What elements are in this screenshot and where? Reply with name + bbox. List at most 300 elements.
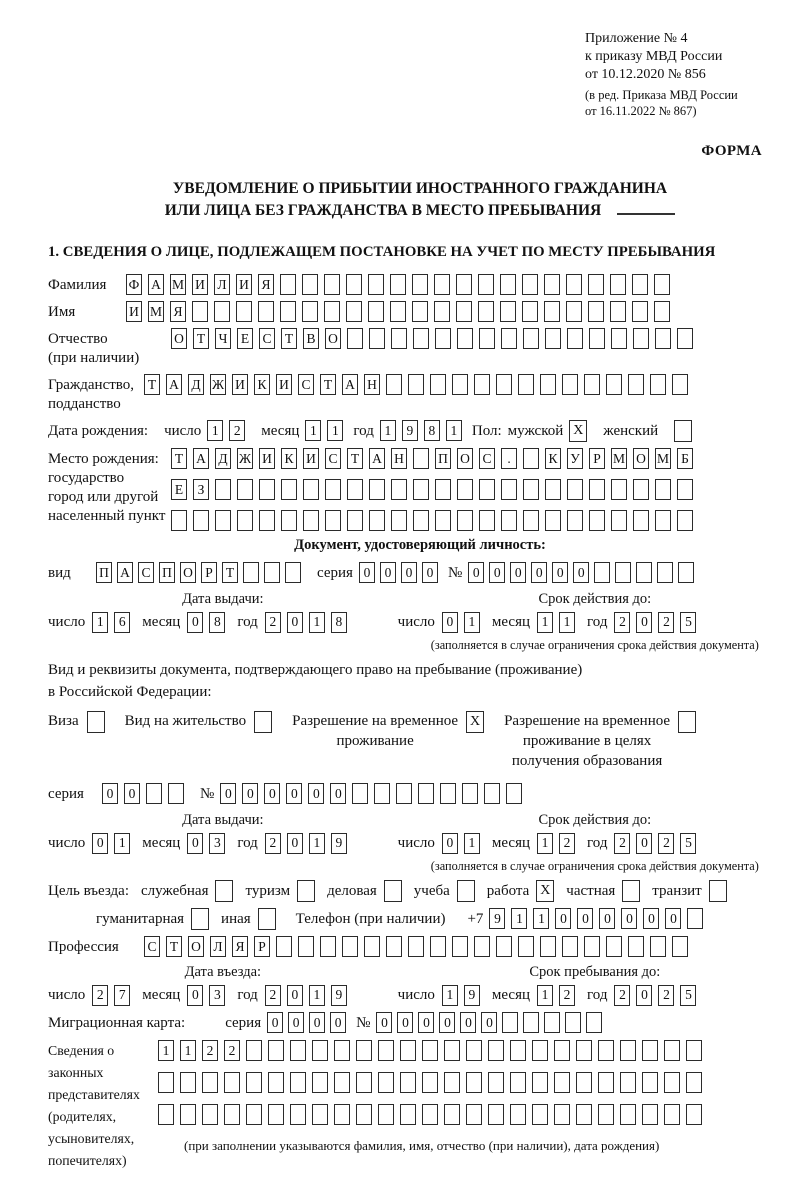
char-cell[interactable]: 0 xyxy=(481,1012,497,1033)
char-cell[interactable] xyxy=(576,1104,592,1125)
char-cell[interactable] xyxy=(390,274,406,295)
char-cell[interactable]: 0 xyxy=(92,833,108,854)
char-cell[interactable] xyxy=(589,510,605,531)
char-cell[interactable]: Т xyxy=(222,562,238,583)
char-cell[interactable]: К xyxy=(254,374,270,395)
char-cell[interactable] xyxy=(413,479,429,500)
char-cell[interactable] xyxy=(544,274,560,295)
char-cell[interactable]: З xyxy=(193,479,209,500)
char-cell[interactable] xyxy=(628,374,644,395)
char-cell[interactable]: 0 xyxy=(187,612,203,633)
char-cell[interactable]: 0 xyxy=(309,1012,325,1033)
char-cell[interactable] xyxy=(598,1072,614,1093)
char-cell[interactable]: 0 xyxy=(401,562,417,583)
char-cell[interactable] xyxy=(369,479,385,500)
char-cell[interactable] xyxy=(236,301,252,322)
char-cell[interactable] xyxy=(444,1040,460,1061)
char-cell[interactable]: 2 xyxy=(658,612,674,633)
char-cell[interactable] xyxy=(246,1040,262,1061)
char-cell[interactable] xyxy=(478,274,494,295)
char-cell[interactable] xyxy=(347,328,363,349)
char-cell[interactable]: 0 xyxy=(442,612,458,633)
char-cell[interactable] xyxy=(324,274,340,295)
char-cell[interactable]: 1 xyxy=(533,908,549,929)
char-cell[interactable]: Ч xyxy=(215,328,231,349)
char-cell[interactable] xyxy=(606,374,622,395)
char-cell[interactable]: 0 xyxy=(288,1012,304,1033)
char-cell[interactable]: 2 xyxy=(265,833,281,854)
char-cell[interactable] xyxy=(290,1072,306,1093)
purpose-work-checkbox[interactable]: X xyxy=(536,880,554,902)
char-cell[interactable] xyxy=(303,479,319,500)
purpose-other-checkbox[interactable] xyxy=(258,908,276,930)
char-cell[interactable]: 1 xyxy=(537,612,553,633)
char-cell[interactable] xyxy=(224,1104,240,1125)
char-cell[interactable]: 0 xyxy=(330,783,346,804)
char-cell[interactable]: 2 xyxy=(224,1040,240,1061)
char-cell[interactable]: 0 xyxy=(643,908,659,929)
char-cell[interactable]: 0 xyxy=(636,985,652,1006)
char-cell[interactable]: 0 xyxy=(621,908,637,929)
char-cell[interactable] xyxy=(312,1072,328,1093)
char-cell[interactable] xyxy=(369,510,385,531)
char-cell[interactable]: 2 xyxy=(92,985,108,1006)
char-cell[interactable] xyxy=(496,374,512,395)
char-cell[interactable] xyxy=(352,783,368,804)
char-cell[interactable] xyxy=(484,783,500,804)
char-cell[interactable] xyxy=(500,301,516,322)
char-cell[interactable]: О xyxy=(457,448,473,469)
char-cell[interactable]: 0 xyxy=(187,985,203,1006)
char-cell[interactable] xyxy=(474,936,490,957)
char-cell[interactable]: 0 xyxy=(330,1012,346,1033)
temp-permit-checkbox[interactable]: X xyxy=(466,711,484,733)
char-cell[interactable] xyxy=(594,562,610,583)
purpose-private-checkbox[interactable] xyxy=(622,880,640,902)
char-cell[interactable] xyxy=(422,1104,438,1125)
char-cell[interactable]: 1 xyxy=(442,985,458,1006)
edu-permit-checkbox[interactable] xyxy=(678,711,696,733)
char-cell[interactable]: М xyxy=(170,274,186,295)
char-cell[interactable] xyxy=(532,1072,548,1093)
char-cell[interactable] xyxy=(303,510,319,531)
char-cell[interactable]: 0 xyxy=(468,562,484,583)
char-cell[interactable]: Т xyxy=(144,374,160,395)
char-cell[interactable] xyxy=(567,479,583,500)
char-cell[interactable]: 0 xyxy=(267,1012,283,1033)
char-cell[interactable]: О xyxy=(188,936,204,957)
char-cell[interactable] xyxy=(655,328,671,349)
char-cell[interactable] xyxy=(567,510,583,531)
purpose-tourism-checkbox[interactable] xyxy=(297,880,315,902)
char-cell[interactable]: Я xyxy=(258,274,274,295)
char-cell[interactable] xyxy=(457,479,473,500)
char-cell[interactable] xyxy=(422,1072,438,1093)
char-cell[interactable]: 2 xyxy=(559,985,575,1006)
char-cell[interactable] xyxy=(642,1104,658,1125)
char-cell[interactable] xyxy=(610,301,626,322)
char-cell[interactable] xyxy=(171,510,187,531)
char-cell[interactable]: 3 xyxy=(209,985,225,1006)
char-cell[interactable]: 1 xyxy=(559,612,575,633)
char-cell[interactable] xyxy=(312,1104,328,1125)
char-cell[interactable] xyxy=(418,783,434,804)
char-cell[interactable] xyxy=(456,301,472,322)
char-cell[interactable] xyxy=(408,936,424,957)
char-cell[interactable] xyxy=(611,479,627,500)
char-cell[interactable]: 1 xyxy=(446,420,462,441)
char-cell[interactable] xyxy=(544,1012,560,1033)
char-cell[interactable]: И xyxy=(192,274,208,295)
purpose-humanitarian-checkbox[interactable] xyxy=(191,908,209,930)
char-cell[interactable] xyxy=(400,1040,416,1061)
char-cell[interactable]: 0 xyxy=(124,783,140,804)
char-cell[interactable] xyxy=(215,479,231,500)
char-cell[interactable] xyxy=(672,374,688,395)
char-cell[interactable] xyxy=(369,328,385,349)
char-cell[interactable]: 2 xyxy=(559,833,575,854)
char-cell[interactable]: С xyxy=(479,448,495,469)
char-cell[interactable]: 0 xyxy=(555,908,571,929)
char-cell[interactable]: А xyxy=(342,374,358,395)
char-cell[interactable] xyxy=(523,1012,539,1033)
char-cell[interactable] xyxy=(650,936,666,957)
char-cell[interactable] xyxy=(632,301,648,322)
char-cell[interactable]: С xyxy=(144,936,160,957)
char-cell[interactable]: 2 xyxy=(614,985,630,1006)
char-cell[interactable]: Ф xyxy=(126,274,142,295)
char-cell[interactable] xyxy=(456,274,472,295)
char-cell[interactable]: Т xyxy=(320,374,336,395)
char-cell[interactable] xyxy=(422,1040,438,1061)
char-cell[interactable] xyxy=(686,1072,702,1093)
char-cell[interactable] xyxy=(342,936,358,957)
char-cell[interactable]: 9 xyxy=(464,985,480,1006)
char-cell[interactable] xyxy=(237,479,253,500)
char-cell[interactable] xyxy=(657,562,673,583)
char-cell[interactable] xyxy=(325,479,341,500)
char-cell[interactable] xyxy=(510,1072,526,1093)
char-cell[interactable]: 0 xyxy=(242,783,258,804)
char-cell[interactable]: 0 xyxy=(220,783,236,804)
char-cell[interactable]: 2 xyxy=(265,612,281,633)
char-cell[interactable]: О xyxy=(171,328,187,349)
char-cell[interactable]: М xyxy=(611,448,627,469)
char-cell[interactable] xyxy=(386,374,402,395)
char-cell[interactable] xyxy=(664,1040,680,1061)
char-cell[interactable]: 9 xyxy=(331,985,347,1006)
char-cell[interactable]: 0 xyxy=(287,985,303,1006)
char-cell[interactable]: 0 xyxy=(510,562,526,583)
char-cell[interactable] xyxy=(654,274,670,295)
char-cell[interactable]: Л xyxy=(210,936,226,957)
char-cell[interactable] xyxy=(462,783,478,804)
char-cell[interactable]: О xyxy=(633,448,649,469)
char-cell[interactable]: 0 xyxy=(489,562,505,583)
char-cell[interactable]: Я xyxy=(232,936,248,957)
char-cell[interactable] xyxy=(452,936,468,957)
char-cell[interactable] xyxy=(510,1040,526,1061)
char-cell[interactable] xyxy=(390,301,406,322)
char-cell[interactable] xyxy=(677,510,693,531)
char-cell[interactable]: 1 xyxy=(464,833,480,854)
char-cell[interactable] xyxy=(576,1040,592,1061)
char-cell[interactable] xyxy=(168,783,184,804)
char-cell[interactable] xyxy=(589,479,605,500)
char-cell[interactable] xyxy=(413,448,429,469)
char-cell[interactable] xyxy=(633,328,649,349)
char-cell[interactable] xyxy=(686,1104,702,1125)
char-cell[interactable] xyxy=(346,274,362,295)
char-cell[interactable] xyxy=(554,1072,570,1093)
char-cell[interactable] xyxy=(565,1012,581,1033)
char-cell[interactable]: 9 xyxy=(331,833,347,854)
char-cell[interactable]: 9 xyxy=(489,908,505,929)
char-cell[interactable]: 0 xyxy=(376,1012,392,1033)
char-cell[interactable]: П xyxy=(96,562,112,583)
char-cell[interactable] xyxy=(268,1040,284,1061)
char-cell[interactable] xyxy=(180,1104,196,1125)
char-cell[interactable] xyxy=(290,1040,306,1061)
char-cell[interactable] xyxy=(290,1104,306,1125)
char-cell[interactable]: 1 xyxy=(305,420,321,441)
char-cell[interactable] xyxy=(677,328,693,349)
char-cell[interactable] xyxy=(400,1072,416,1093)
char-cell[interactable] xyxy=(584,936,600,957)
char-cell[interactable] xyxy=(632,274,648,295)
char-cell[interactable] xyxy=(334,1072,350,1093)
char-cell[interactable] xyxy=(180,1072,196,1093)
char-cell[interactable]: Р xyxy=(254,936,270,957)
char-cell[interactable] xyxy=(202,1072,218,1093)
char-cell[interactable] xyxy=(633,510,649,531)
char-cell[interactable] xyxy=(611,328,627,349)
char-cell[interactable] xyxy=(430,936,446,957)
char-cell[interactable] xyxy=(264,562,280,583)
char-cell[interactable] xyxy=(408,374,424,395)
char-cell[interactable] xyxy=(636,562,652,583)
char-cell[interactable]: А xyxy=(369,448,385,469)
char-cell[interactable]: 0 xyxy=(422,562,438,583)
char-cell[interactable]: 0 xyxy=(418,1012,434,1033)
char-cell[interactable] xyxy=(562,936,578,957)
char-cell[interactable]: 0 xyxy=(286,783,302,804)
char-cell[interactable] xyxy=(193,510,209,531)
char-cell[interactable]: 1 xyxy=(537,985,553,1006)
char-cell[interactable] xyxy=(356,1104,372,1125)
char-cell[interactable] xyxy=(554,1104,570,1125)
char-cell[interactable]: 2 xyxy=(229,420,245,441)
char-cell[interactable] xyxy=(452,374,468,395)
char-cell[interactable] xyxy=(435,328,451,349)
char-cell[interactable]: 0 xyxy=(187,833,203,854)
char-cell[interactable] xyxy=(501,510,517,531)
char-cell[interactable]: 0 xyxy=(359,562,375,583)
char-cell[interactable] xyxy=(523,510,539,531)
char-cell[interactable]: Т xyxy=(281,328,297,349)
sex-male-checkbox[interactable]: X xyxy=(569,420,587,442)
char-cell[interactable] xyxy=(610,274,626,295)
char-cell[interactable] xyxy=(545,510,561,531)
char-cell[interactable]: 0 xyxy=(287,833,303,854)
char-cell[interactable]: 2 xyxy=(614,833,630,854)
char-cell[interactable] xyxy=(664,1072,680,1093)
char-cell[interactable] xyxy=(457,328,473,349)
char-cell[interactable]: 0 xyxy=(380,562,396,583)
char-cell[interactable]: 2 xyxy=(265,985,281,1006)
char-cell[interactable] xyxy=(589,328,605,349)
char-cell[interactable]: Д xyxy=(215,448,231,469)
char-cell[interactable] xyxy=(413,510,429,531)
char-cell[interactable] xyxy=(479,479,495,500)
char-cell[interactable] xyxy=(606,936,622,957)
char-cell[interactable] xyxy=(523,448,539,469)
char-cell[interactable] xyxy=(430,374,446,395)
char-cell[interactable]: Л xyxy=(214,274,230,295)
char-cell[interactable]: 0 xyxy=(577,908,593,929)
char-cell[interactable]: И xyxy=(303,448,319,469)
char-cell[interactable] xyxy=(368,274,384,295)
char-cell[interactable] xyxy=(506,783,522,804)
char-cell[interactable] xyxy=(566,301,582,322)
char-cell[interactable] xyxy=(434,274,450,295)
char-cell[interactable] xyxy=(298,936,314,957)
char-cell[interactable]: 0 xyxy=(439,1012,455,1033)
char-cell[interactable] xyxy=(312,1040,328,1061)
char-cell[interactable] xyxy=(522,301,538,322)
char-cell[interactable] xyxy=(268,1072,284,1093)
char-cell[interactable]: 1 xyxy=(464,612,480,633)
char-cell[interactable] xyxy=(435,510,451,531)
char-cell[interactable] xyxy=(478,301,494,322)
char-cell[interactable] xyxy=(302,274,318,295)
purpose-transit-checkbox[interactable] xyxy=(709,880,727,902)
char-cell[interactable]: М xyxy=(148,301,164,322)
char-cell[interactable]: 0 xyxy=(531,562,547,583)
char-cell[interactable]: 0 xyxy=(264,783,280,804)
char-cell[interactable] xyxy=(214,301,230,322)
char-cell[interactable]: 1 xyxy=(327,420,343,441)
char-cell[interactable] xyxy=(510,1104,526,1125)
char-cell[interactable]: А xyxy=(148,274,164,295)
char-cell[interactable] xyxy=(496,936,512,957)
char-cell[interactable]: 2 xyxy=(614,612,630,633)
char-cell[interactable]: 5 xyxy=(680,612,696,633)
char-cell[interactable] xyxy=(146,783,162,804)
char-cell[interactable]: С xyxy=(259,328,275,349)
char-cell[interactable] xyxy=(554,1040,570,1061)
char-cell[interactable] xyxy=(302,301,318,322)
char-cell[interactable]: 0 xyxy=(552,562,568,583)
char-cell[interactable]: У xyxy=(567,448,583,469)
visa-checkbox[interactable] xyxy=(87,711,105,733)
char-cell[interactable] xyxy=(334,1040,350,1061)
char-cell[interactable] xyxy=(650,374,666,395)
char-cell[interactable] xyxy=(576,1072,592,1093)
char-cell[interactable] xyxy=(440,783,456,804)
char-cell[interactable]: И xyxy=(276,374,292,395)
char-cell[interactable] xyxy=(276,936,292,957)
char-cell[interactable] xyxy=(540,936,556,957)
char-cell[interactable] xyxy=(562,374,578,395)
char-cell[interactable] xyxy=(654,301,670,322)
char-cell[interactable]: И xyxy=(236,274,252,295)
char-cell[interactable]: 9 xyxy=(402,420,418,441)
char-cell[interactable]: Т xyxy=(347,448,363,469)
char-cell[interactable]: Т xyxy=(171,448,187,469)
char-cell[interactable]: 0 xyxy=(636,612,652,633)
char-cell[interactable] xyxy=(378,1072,394,1093)
char-cell[interactable]: 0 xyxy=(397,1012,413,1033)
char-cell[interactable] xyxy=(633,479,649,500)
char-cell[interactable] xyxy=(488,1040,504,1061)
char-cell[interactable]: Т xyxy=(166,936,182,957)
char-cell[interactable] xyxy=(611,510,627,531)
char-cell[interactable] xyxy=(567,328,583,349)
char-cell[interactable]: 1 xyxy=(537,833,553,854)
char-cell[interactable]: С xyxy=(325,448,341,469)
char-cell[interactable]: 2 xyxy=(202,1040,218,1061)
char-cell[interactable] xyxy=(347,479,363,500)
char-cell[interactable] xyxy=(466,1040,482,1061)
char-cell[interactable] xyxy=(628,936,644,957)
char-cell[interactable] xyxy=(386,936,402,957)
purpose-official-checkbox[interactable] xyxy=(215,880,233,902)
char-cell[interactable]: Р xyxy=(589,448,605,469)
char-cell[interactable] xyxy=(237,510,253,531)
char-cell[interactable] xyxy=(566,274,582,295)
char-cell[interactable] xyxy=(202,1104,218,1125)
char-cell[interactable] xyxy=(642,1072,658,1093)
char-cell[interactable] xyxy=(532,1040,548,1061)
char-cell[interactable] xyxy=(687,908,703,929)
char-cell[interactable] xyxy=(281,479,297,500)
char-cell[interactable]: 0 xyxy=(460,1012,476,1033)
char-cell[interactable]: Д xyxy=(188,374,204,395)
char-cell[interactable]: Ж xyxy=(237,448,253,469)
char-cell[interactable]: 1 xyxy=(158,1040,174,1061)
char-cell[interactable]: 6 xyxy=(114,612,130,633)
char-cell[interactable] xyxy=(479,328,495,349)
char-cell[interactable] xyxy=(224,1072,240,1093)
char-cell[interactable] xyxy=(540,374,556,395)
char-cell[interactable]: К xyxy=(281,448,297,469)
char-cell[interactable] xyxy=(444,1104,460,1125)
char-cell[interactable]: Р xyxy=(201,562,217,583)
char-cell[interactable] xyxy=(523,479,539,500)
char-cell[interactable] xyxy=(655,510,671,531)
char-cell[interactable] xyxy=(378,1040,394,1061)
char-cell[interactable]: 1 xyxy=(511,908,527,929)
char-cell[interactable] xyxy=(334,1104,350,1125)
char-cell[interactable]: 0 xyxy=(599,908,615,929)
char-cell[interactable] xyxy=(488,1072,504,1093)
char-cell[interactable] xyxy=(523,328,539,349)
char-cell[interactable] xyxy=(588,274,604,295)
char-cell[interactable]: Т xyxy=(193,328,209,349)
char-cell[interactable] xyxy=(518,374,534,395)
char-cell[interactable]: 0 xyxy=(665,908,681,929)
char-cell[interactable] xyxy=(246,1104,262,1125)
purpose-business-checkbox[interactable] xyxy=(384,880,402,902)
char-cell[interactable]: . xyxy=(501,448,517,469)
char-cell[interactable]: К xyxy=(545,448,561,469)
char-cell[interactable]: О xyxy=(180,562,196,583)
char-cell[interactable]: 1 xyxy=(114,833,130,854)
sex-female-checkbox[interactable] xyxy=(674,420,692,442)
char-cell[interactable] xyxy=(500,274,516,295)
char-cell[interactable]: М xyxy=(655,448,671,469)
